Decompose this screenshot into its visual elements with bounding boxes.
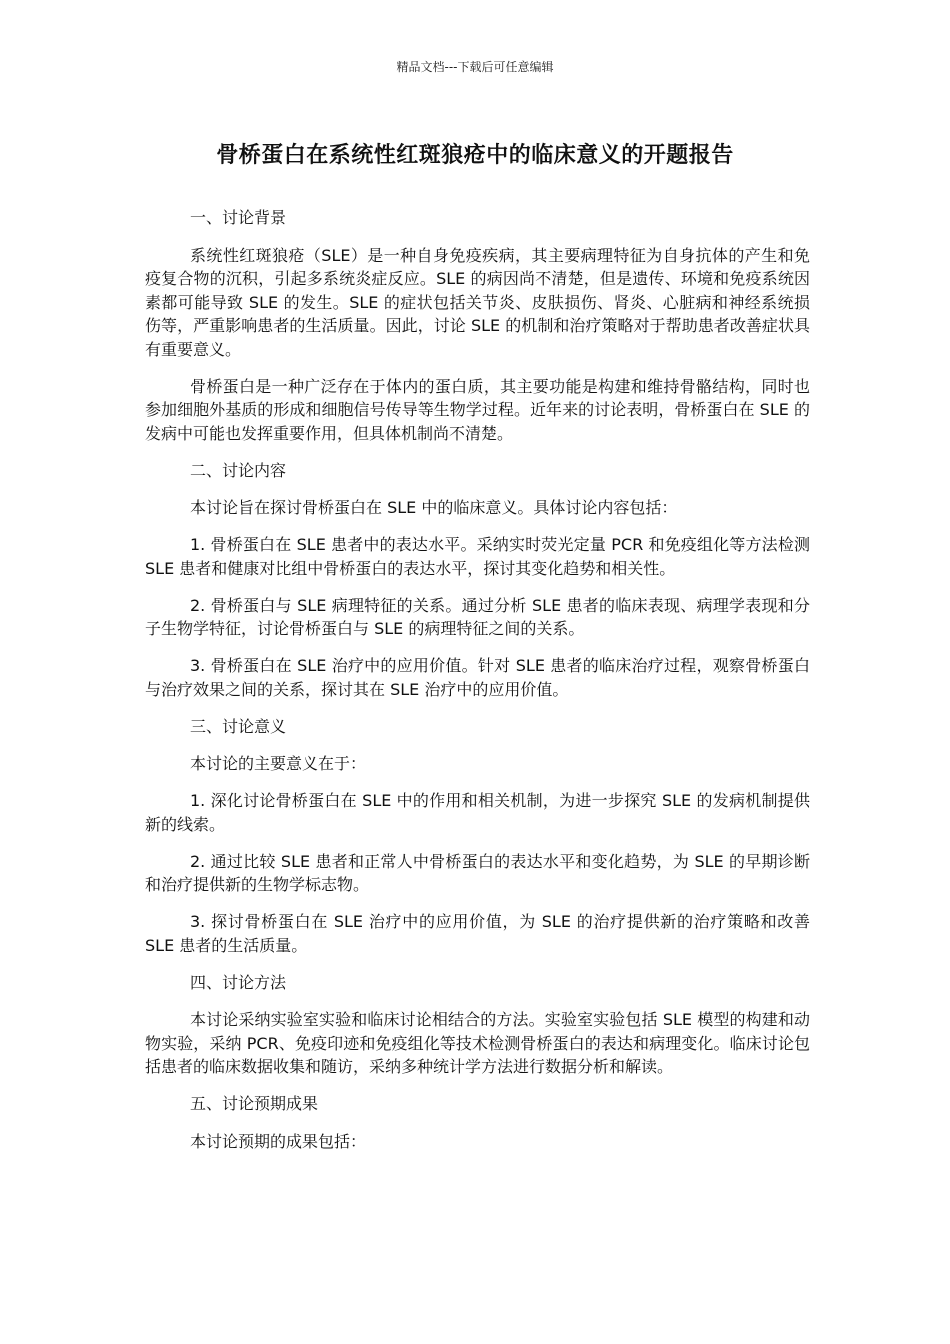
document-title: 骨桥蛋白在系统性红斑狼疮中的临床意义的开题报告 [216,143,734,168]
page-header-watermark: 精品文档---下载后可任意编辑 [396,60,554,74]
paragraph: 系统性红斑狼疮（SLE）是一种自身免疫疾病，其主要病理特征为自身抗体的产生和免疫复合物的沉积，引起多系统炎症反应。SLE 的病因尚不清楚，但是遗传、环境和免疫系统因素都可能导致 SLE 的发生。SLE 的症状包括关节炎、皮肤损伤、肾炎、心脏病和神经系统损伤等，严重影响患者的生活质量。因此，讨论 SLE 的机制和治疗策略对于帮助患者改善症状具有重要意义。 [145,245,810,359]
paragraph: 本讨论旨在探讨骨桥蛋白在 SLE 中的临床意义。具体讨论内容包括： [190,498,678,517]
section-heading-expected-results: 五、讨论预期成果 [190,1094,319,1113]
list-item: 1. 深化讨论骨桥蛋白在 SLE 中的作用和相关机制，为进一步探究 SLE 的发病机制提供新的线索。 [145,791,810,834]
paragraph: 本讨论的主要意义在于： [190,754,367,773]
paragraph: 本讨论预期的成果包括： [190,1131,367,1151]
section-heading-methods: 四、讨论方法 [190,972,287,992]
document-body [145,206,810,1167]
section-heading-content: 二、讨论内容 [190,460,287,480]
paragraph: 骨桥蛋白是一种广泛存在于体内的蛋白质，其主要功能是构建和维持骨骼结构，同时也参加细胞外基质的形成和细胞信号传导等生物学过程。近年来的讨论表明，骨桥蛋白在 SLE 的发病中可能也发挥重要作用，但具体机制尚不清楚。 [145,376,810,443]
list-item: 3. 探讨骨桥蛋白在 SLE 治疗中的应用价值，为 SLE 的治疗提供新的治疗策略和改善 SLE 患者的生活质量。 [145,912,810,955]
list-item: 1. 骨桥蛋白在 SLE 患者中的表达水平。采纳实时荧光定量 PCR 和免疫组化等方法检测 SLE 患者和健康对比组中骨桥蛋白的表达水平，探讨其变化趋势和相关性。 [145,535,810,578]
section-heading-background: 一、讨论背景 [190,208,287,227]
section-heading-significance: 三、讨论意义 [190,716,287,736]
paragraph: 本讨论采纳实验室实验和临床讨论相结合的方法。实验室实验包括 SLE 模型的构建和动物实验，采纳 PCR、免疫印迹和免疫组化等技术检测骨桥蛋白的表达和病理变化。临床讨论包括患者的临床数据收集和随访，采纳多种统计学方法进行数据分析和解读。 [145,1010,810,1076]
list-item: 3. 骨桥蛋白在 SLE 治疗中的应用价值。针对 SLE 患者的临床治疗过程，观察骨桥蛋白与治疗效果之间的关系，探讨其在 SLE 治疗中的应用价值。 [145,656,810,699]
list-item: 2. 骨桥蛋白与 SLE 病理特征的关系。通过分析 SLE 患者的临床表现、病理学表现和分子生物学特征，讨论骨桥蛋白与 SLE 的病理特征之间的关系。 [145,595,810,638]
list-item: 2. 通过比较 SLE 患者和正常人中骨桥蛋白的表达水平和变化趋势，为 SLE 的早期诊断和治疗提供新的生物学标志物。 [145,851,810,894]
